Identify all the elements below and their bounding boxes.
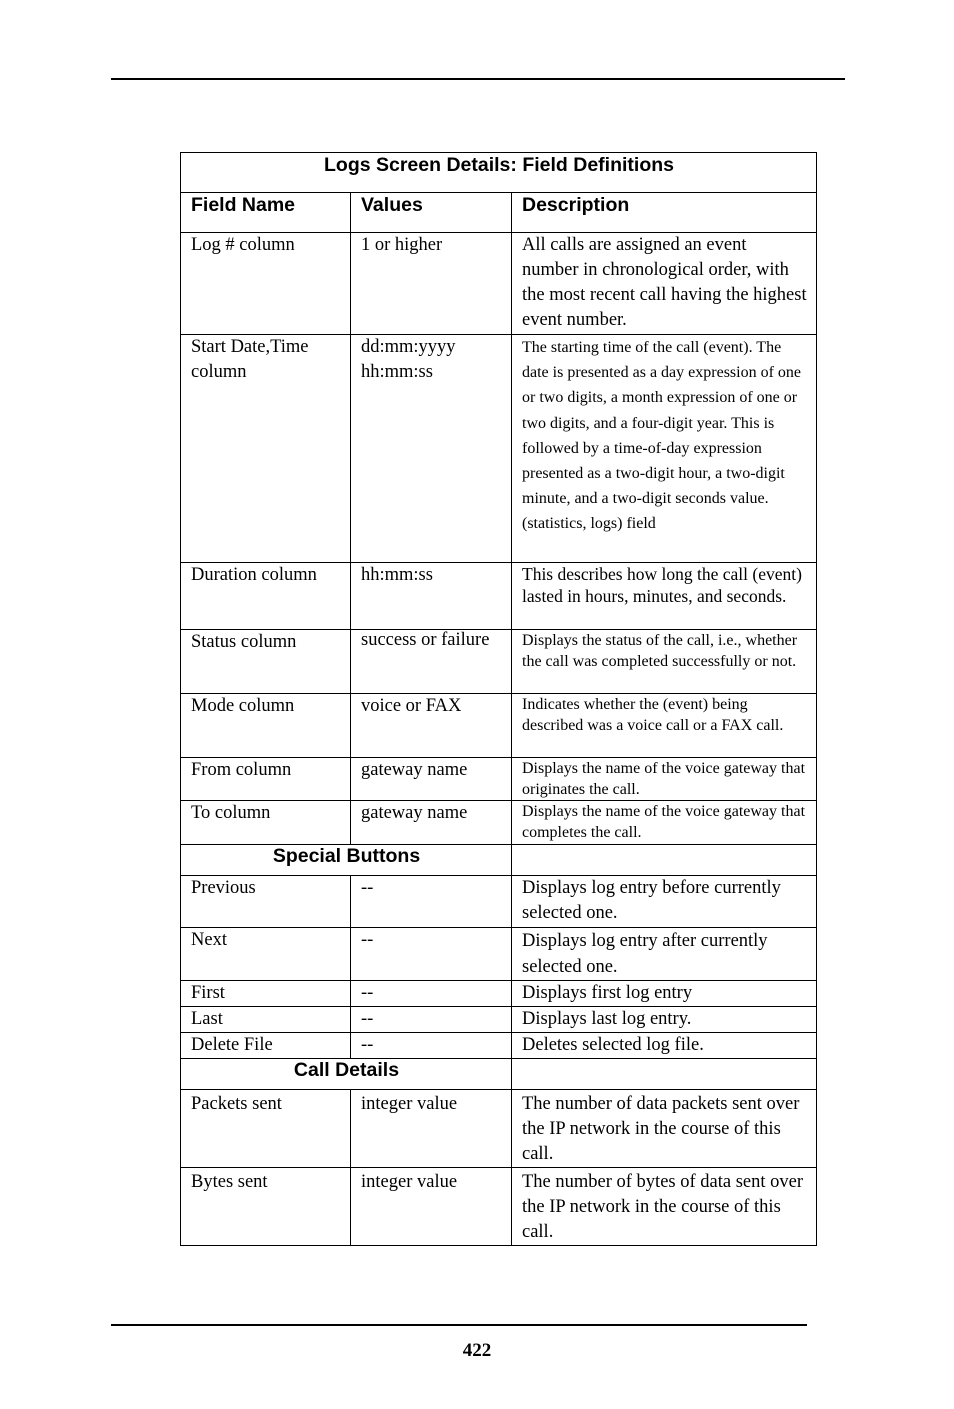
field-name-cell: Duration column: [181, 563, 351, 630]
empty-cell: [512, 1059, 817, 1090]
values-cell: --: [351, 1033, 512, 1059]
table-row: [181, 1033, 817, 1059]
field-name-cell: Previous: [181, 876, 351, 928]
table-row: [181, 876, 817, 928]
values-cell: --: [351, 928, 512, 981]
table-row: [181, 1168, 817, 1246]
field-name-cell: Next: [181, 928, 351, 981]
field-name-cell: Status column: [181, 630, 351, 694]
footer-rule: [111, 1324, 807, 1326]
page-number: 422: [462, 1340, 492, 1361]
table-title-row: [181, 153, 817, 193]
table-row: [181, 1007, 817, 1033]
table-row: [181, 335, 817, 563]
table-row: [181, 758, 817, 801]
special-buttons-heading: Special Buttons: [181, 845, 512, 876]
values-cell: integer value: [351, 1168, 512, 1246]
field-name-cell: Delete File: [181, 1033, 351, 1059]
call-details-section-row: [181, 1059, 817, 1090]
field-name-cell: Mode column: [181, 694, 351, 758]
empty-cell: [512, 845, 817, 876]
field-name-cell: First: [181, 981, 351, 1007]
description-cell: Displays the status of the call, i.e., whether the call was completed successfully or not.: [512, 630, 817, 694]
header-values: Values: [351, 193, 512, 233]
description-cell: Indicates whether the (event) being described was a voice call or a FAX call.: [512, 694, 817, 758]
description-cell: This describes how long the call (event) lasted in hours, minutes, and seconds.: [512, 563, 817, 630]
field-name-cell: To column: [181, 801, 351, 845]
table-row: [181, 1090, 817, 1168]
values-cell: gateway name: [351, 758, 512, 801]
field-name-cell: Packets sent: [181, 1090, 351, 1168]
description-cell: Displays first log entry: [512, 981, 817, 1007]
description-cell: Displays last log entry.: [512, 1007, 817, 1033]
values-cell: 1 or higher: [351, 233, 512, 335]
description-cell: Displays log entry after currently selected one.: [512, 928, 817, 981]
field-name-cell: Start Date,Time column: [181, 335, 351, 563]
values-cell: --: [351, 981, 512, 1007]
values-cell: success or failure: [351, 630, 512, 694]
special-buttons-section-row: [181, 845, 817, 876]
values-cell: voice or FAX: [351, 694, 512, 758]
call-details-heading: Call Details: [181, 1059, 512, 1090]
description-cell: Displays the name of the voice gateway that originates the call.: [512, 758, 817, 801]
table-row: [181, 563, 817, 630]
description-cell: Deletes selected log file.: [512, 1033, 817, 1059]
table-row: [181, 928, 817, 981]
table-title: Logs Screen Details: Field Definitions: [181, 153, 817, 193]
header-field-name: Field Name: [181, 193, 351, 233]
values-cell: gateway name: [351, 801, 512, 845]
field-name-cell: Log # column: [181, 233, 351, 335]
description-cell: The number of bytes of data sent over the IP network in the course of this call.: [512, 1168, 817, 1246]
values-cell: hh:mm:ss: [351, 563, 512, 630]
header-description: Description: [512, 193, 817, 233]
description-cell: The starting time of the call (event). The date is presented as a day expression of one or two digits, a month expression of one or two digits, and a four-digit year. This is followed by a time-of-day expression presented as a two-digit hour, a two-digit minute, and a two-digit seconds value. (statistics, logs) field: [512, 335, 817, 563]
table-row: [181, 694, 817, 758]
field-name-cell: Bytes sent: [181, 1168, 351, 1246]
field-name-cell: From column: [181, 758, 351, 801]
values-cell: --: [351, 876, 512, 928]
description-cell: The number of data packets sent over the IP network in the course of this call.: [512, 1090, 817, 1168]
table-row: [181, 981, 817, 1007]
field-definitions-table: [180, 152, 817, 1246]
description-cell: All calls are assigned an event number in chronological order, with the most recent call having the highest event number.: [512, 233, 817, 335]
header-rule: [111, 78, 845, 80]
description-cell: Displays the name of the voice gateway that completes the call.: [512, 801, 817, 845]
table-row: [181, 233, 817, 335]
table-header-row: [181, 193, 817, 233]
table-row: [181, 630, 817, 694]
table-row: [181, 801, 817, 845]
description-cell: Displays log entry before currently selected one.: [512, 876, 817, 928]
field-name-cell: Last: [181, 1007, 351, 1033]
values-cell: dd:mm:yyyy hh:mm:ss: [351, 335, 512, 563]
values-cell: --: [351, 1007, 512, 1033]
values-cell: integer value: [351, 1090, 512, 1168]
